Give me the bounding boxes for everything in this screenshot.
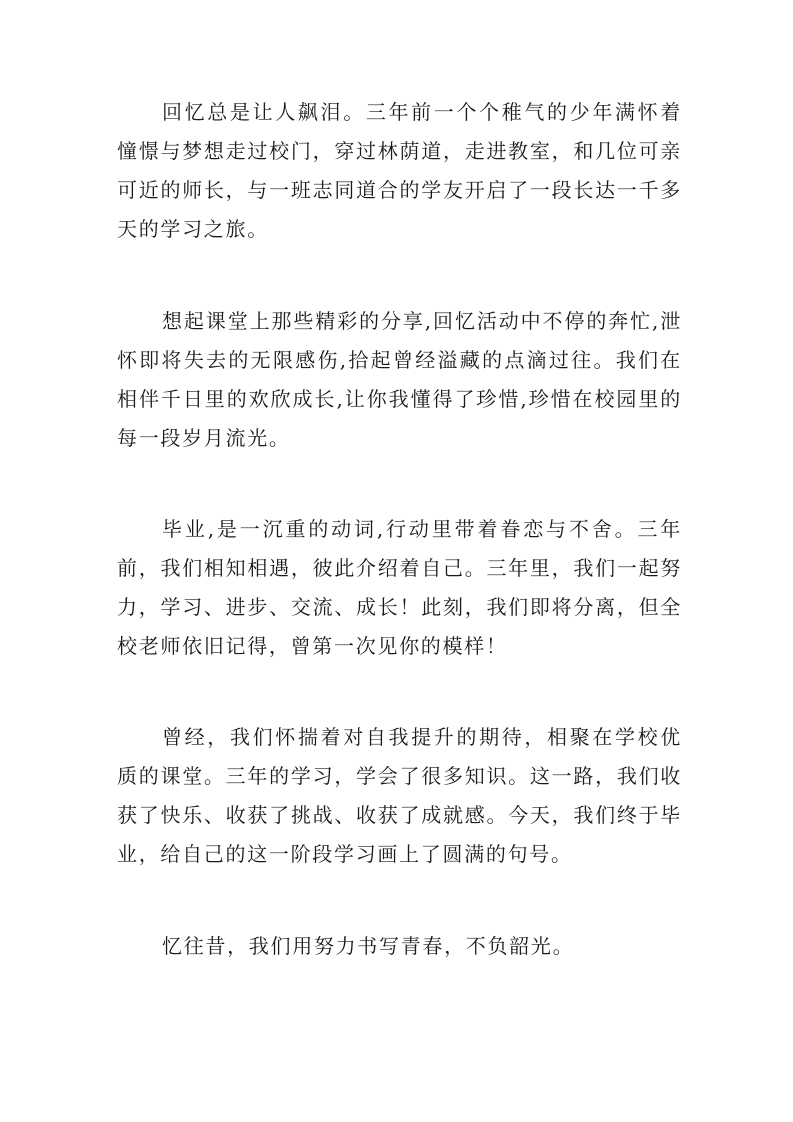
paragraph-classroom: 想起课堂上那些精彩的分享,回忆活动中不停的奔忙,泄怀即将失去的无限感伤,拾起曾经溢藏的点滴过往。我们在相伴千日里的欢欣成长,让你我懂得了珍惜,珍惜在校园里的每一段岁月流光。 <box>117 309 682 450</box>
paragraph-graduation: 毕业,是一沉重的动词,行动里带着眷恋与不舍。三年前，我们相知相遇，彼此介绍着自己。三年里，我们一起努力，学习、进步、交流、成长！此刻，我们即将分离，但全校老师依旧记得，曾第一次见你的模样！ <box>117 517 682 658</box>
paragraph-learning: 曾经，我们怀揣着对自我提升的期待，相聚在学校优质的课堂。三年的学习，学会了很多知识。这一路，我们收获了快乐、收获了挑战、收获了成就感。今天，我们终于毕业，给自己的这一阶段学习画上了圆满的句号。 <box>117 725 682 866</box>
paragraph-closing: 忆往昔，我们用努力书写青春，不负韶光。 <box>162 934 575 958</box>
paragraph-memories: 回忆总是让人飙泪。三年前一个个稚气的少年满怀着憧憬与梦想走过校门，穿过林荫道，走进教室，和几位可亲可近的师长，与一班志同道合的学友开启了一段长达一千多天的学习之旅。 <box>117 100 682 241</box>
